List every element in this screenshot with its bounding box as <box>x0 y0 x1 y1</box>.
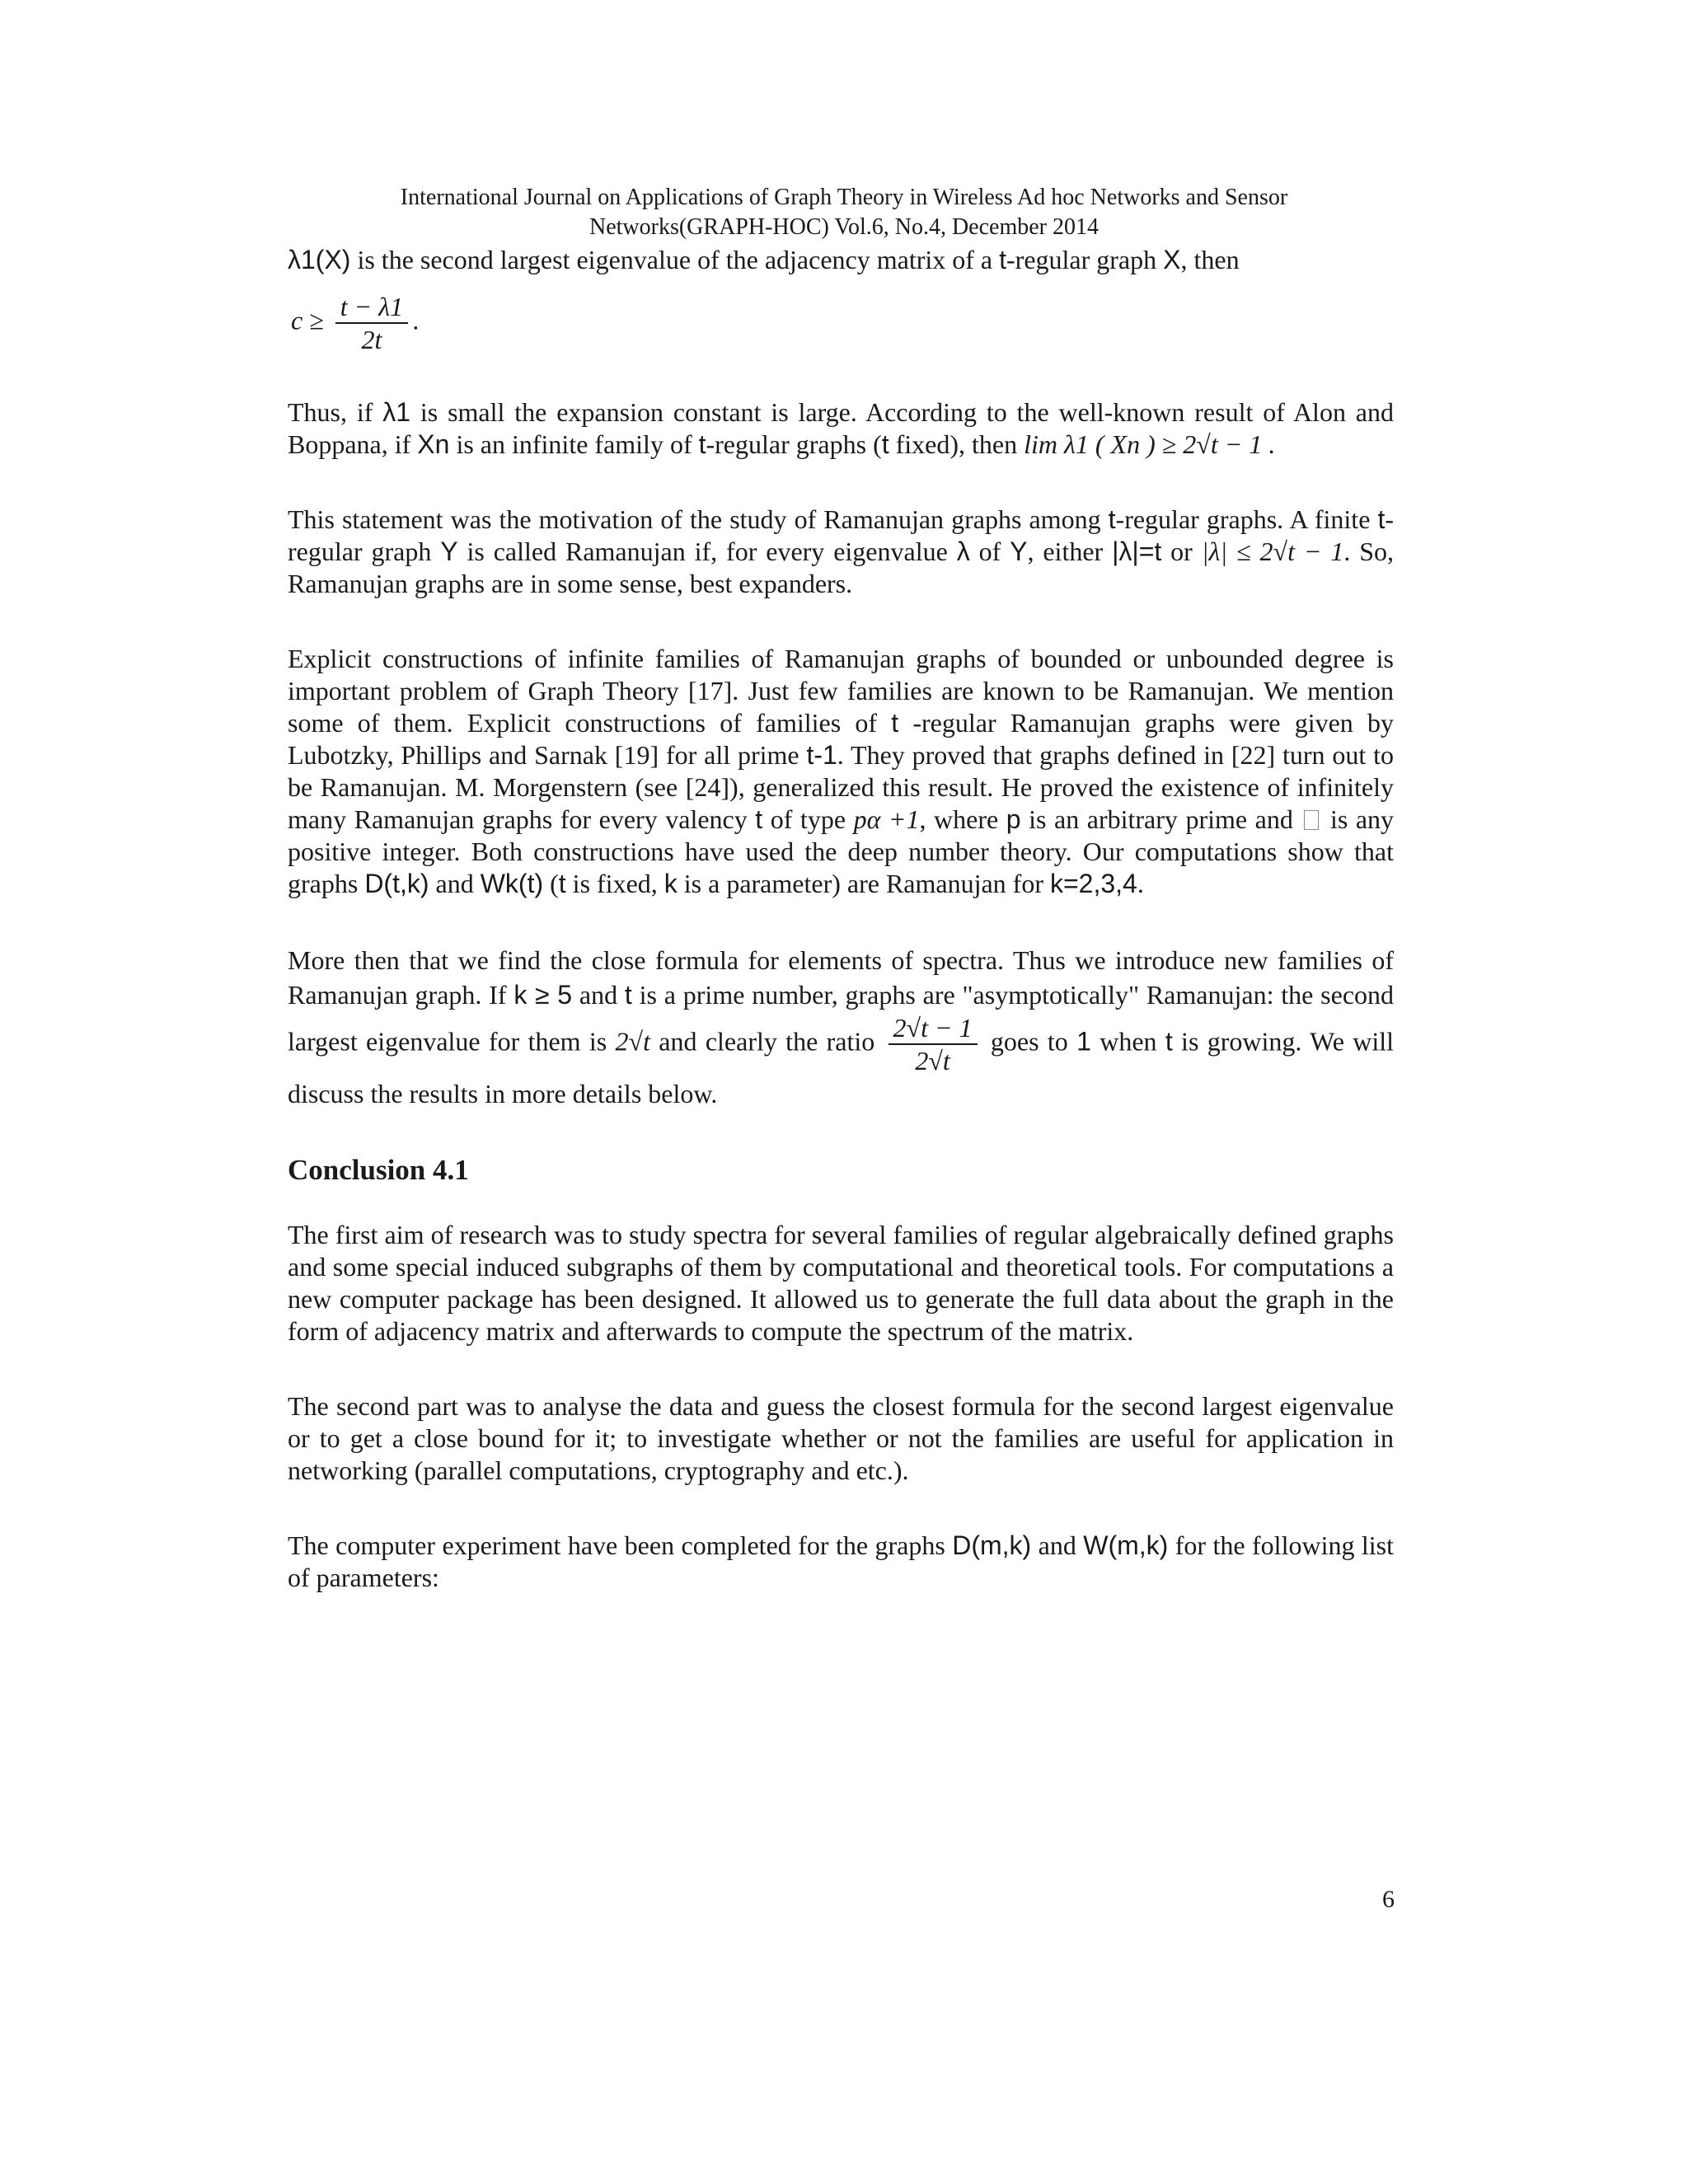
formula-ratio <box>889 1012 978 1076</box>
journal-header-line-2: Networks(GRAPH-HOC) Vol.6, No.4, December 2014 <box>588 214 1099 240</box>
formula-expansion-constant: c ≥ $\frac{t - \lambda 1}{2t}$ . <box>291 292 420 354</box>
ratio-numerator: 2√t − 1 <box>889 1012 978 1045</box>
formula-denominator: 2t <box>361 325 382 354</box>
paragraph-first-aim: The first aim of research was to study spectra for several families of regular algebraically defined graphs and some special induced subgraphs of them by computational and theoretical tools. For computations a new computer package has been designed. It allowed us to generate the full data about the graph in the form of adjacency matrix and afterwards to compute the spectrum of the matrix. <box>288 1220 1394 1346</box>
journal-header-line-1: International Journal on Applications of Graph Theory in Wireless Ad hoc Networks and Sensor <box>400 185 1288 210</box>
page-number: 6 <box>1382 1886 1395 1913</box>
formula-two-sqrt-t: 2√t <box>615 1026 650 1057</box>
formula-alon-boppana: lim λ1 ( Xn ) ≥ 2√t − 1 . <box>1024 429 1276 459</box>
missing-glyph-box <box>1304 810 1319 830</box>
paragraph-explicit-constructions: Explicit constructions of infinite families of Ramanujan graphs of bounded or unbounded degree is important problem of Graph Theory [17]. Just few families are known to be Ramanujan. We mention some of them. Explicit constructions of families of t -regular Ramanujan graphs were given by Lubotzky, Phillips and Sarnak [19] for all prime t-1. They proved that graphs defined in [22] turn out to be Ramanujan. M. Morgenstern (see [24]), generalized this result. He proved the existence of infinitely many Ramanujan graphs for every valency t of type pα +1, where p is an arbitrary prime and is any positive integer. Both constructions have used the deep number theory. Our computations show that graphs D(t,k) and Wk(t) (t is fixed, k is a parameter) are Ramanujan for k=2,3,4. <box>288 644 1395 898</box>
journal-header <box>0 183 1688 242</box>
paragraph-alon-boppana: Thus, if λ1 is small the expansion constant is large. According to the well-known result of Alon and Boppana, if Xn is an infinite family of t-regular graphs (t fixed), then lim λ1 ( Xn ) ≥ 2√t − 1 . <box>288 397 1395 459</box>
page-body <box>288 244 1394 1637</box>
paragraph-asymptotic-ramanujan: More then that we find the close formula for elements of spectra. Thus we introduce new families of Ramanujan graph. If k ≥ 5 and t is a prime number, graphs are "asymptotically" Ramanujan: the second largest eigenvalue for them is 2√t and clearly the ratio $\frac{2√t - 1}{2√t}$ goes to 1 when t is growing. We will discuss the results in more details below. <box>288 945 1395 1108</box>
formula-ramanujan-bound: |λ| ≤ 2√t − 1 <box>1201 537 1344 566</box>
paragraph-computer-experiment: The computer experiment have been completed for the graphs D(m,k) and W(m,k) for the following list of parameters: <box>288 1530 1395 1592</box>
section-heading: Conclusion 4.1 <box>288 1154 469 1186</box>
paragraph-ramanujan-definition: This statement was the motivation of the study of Ramanujan graphs among t-regular graphs. A finite t-regular graph Y is called Ramanujan if, for every eigenvalue λ of Y, either |λ|=t or |λ| ≤ 2√t − 1. So, Ramanujan graphs are in some sense, best expanders. <box>288 504 1395 598</box>
paragraph-second-part: The second part was to analyse the data and guess the closest formula for the second largest eigenvalue or to get a close bound for it; to investigate whether or not the families are useful for application in networking (parallel computations, cryptography and etc.). <box>288 1391 1394 1485</box>
paragraph-eigenvalue-definition: λ1(X) is the second largest eigenvalue of the adjacency matrix of a t-regular graph X, then <box>288 245 1240 274</box>
formula-p-alpha: pα +1 <box>853 804 920 834</box>
lambda-x-symbol: λ1(X) <box>288 245 351 274</box>
ratio-denominator: 2√t <box>915 1046 950 1076</box>
formula-numerator: t − λ1 <box>335 291 408 324</box>
